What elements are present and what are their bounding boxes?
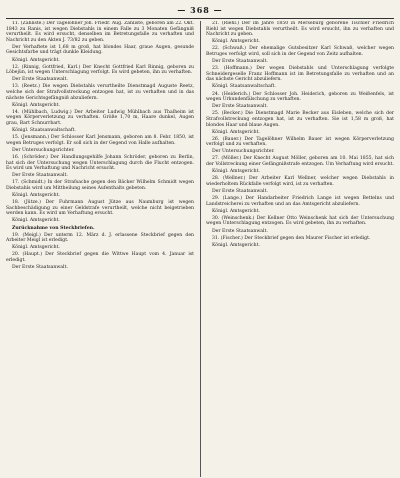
notice-paragraph: 28. (Wellner.) Der Arbeiter Karl Wellner, welcher wegen Diebstahls in wiederholtem Rückfalle verfolgt wird, ist zu verhaften. xyxy=(206,176,394,187)
signature: Königl. Amtsgericht. xyxy=(12,245,60,251)
right-column xyxy=(200,21,394,477)
notice-paragraph: 23. (Hoffmann.) Der wegen Diebstahls und Unterschlagung verfolgte Schneidergeselle Franz Hoffmann ist im Betretungsfalle zu verhaften und an das nächste Gericht abzuliefern. xyxy=(206,66,394,83)
signature: Der Erste Staatsanwalt. xyxy=(212,59,268,65)
signature: Der Erste Staatsanwalt. xyxy=(12,173,68,179)
columns xyxy=(6,21,394,477)
signature: Königl. Amtsgericht. xyxy=(212,208,260,214)
notice-paragraph: 13. (Reetz.) Die wegen Diebstahls verurtheilte Dienstmagd Auguste Reetz, welche sich der Strafvollstreckung entzogen hat, ist zu verhaften und in das nächste Gerichtsgefängniß abzuliefern. xyxy=(6,84,194,101)
notice-paragraph: 24. (Heiderich.) Der Schlosser Joh. Heiderich, geboren zu Weißenfels, ist wegen Urkundenfälschung zu verhaften. xyxy=(206,91,394,103)
signature: Königl. Amtsgericht. xyxy=(12,193,60,199)
signature: Der Untersuchungsrichter. xyxy=(212,149,275,155)
signature: Königl. Amtsgericht. xyxy=(212,169,260,175)
notice-paragraph: 18. (Jütze.) Der Fuhrmann August Jütze aus Naumburg ist wegen Sachbeschädigung zu einer Geldstrafe verurtheilt, welche nicht beigetrieben werden kann. Es wird um Verhaftung ersucht. xyxy=(6,200,194,217)
signature: Königl. Amtsgericht. xyxy=(12,102,60,108)
notice-paragraph: 22. (Schwaß.) Der ehemalige Gutsbesitzer Karl Schwaß, welcher wegen Betruges verfolgt wird, soll sich in der Gegend von Zeitz aufhalten. xyxy=(206,46,394,57)
notice-paragraph: 29. (Lange.) Der Handarbeiter Friedrich Lange ist wegen Bettelns und Landstreicherei zu verhaften und an das Amtsgericht abzuliefern. xyxy=(206,196,394,207)
signature: Der Untersuchungsrichter. xyxy=(12,147,75,153)
signature: Der Erste Staatsanwalt. xyxy=(12,77,68,83)
page-number: — 368 — xyxy=(177,5,223,15)
section-heading: Zurücknahme von Steckbriefen. xyxy=(12,225,95,231)
signature: Königl. Staatsanwaltschaft. xyxy=(12,128,76,134)
signature: Königl. Amtsgericht. xyxy=(12,218,60,224)
signature: Königl. Amtsgericht. xyxy=(212,129,260,135)
signature: Der Erste Staatsanwalt. xyxy=(212,228,268,234)
notice-paragraph: 21. (Riehl.) Der im Jahre 1850 in Merseburg geborene Tischler Friedrich Riehl ist wegen Diebstahls verurtheilt. Es wird ersucht, ihn zu verhaften und Nachricht zu geben. xyxy=(206,21,394,38)
notice-paragraph: 27. (Möller.) Der Knecht August Möller, geboren am 10. Mai 1855, hat sich der Vollstreckung einer Gefängnißstrafe entzogen. Um Verhaftung wird ersucht. xyxy=(206,156,394,168)
left-column xyxy=(6,21,194,477)
notice-paragraph: 17. (Schmidt.) In der Strafsache gegen den Bäcker Wilhelm Schmidt wegen Diebstahls wird um Mittheilung seines Aufenthalts gebeten. xyxy=(6,180,194,191)
signature: Königl. Amtsgericht. xyxy=(212,39,260,45)
notice-paragraph: 19. (Meigl.) Der unterm 12. März d. J. erlassene Steckbrief gegen den Arbeiter Meigl ist erledigt. xyxy=(6,232,194,244)
notice-paragraph: Der Verhaftete ist 1,68 m groß, hat blondes Haar, graue Augen, gesunde Gesichtsfarbe und trägt dunkle Kleidung. xyxy=(6,44,194,56)
notice-paragraph: 12. (Rinnig, Gottfried, Karl.) Der Knecht Gottfried Karl Rinnig, geboren zu Löbejün, ist wegen Unterschlagung verfolgt. Es wird gebeten, ihn zu verhaften. xyxy=(6,64,194,76)
signature: Der Erste Staatsanwalt. xyxy=(212,188,268,194)
signature: Königl. Amtsgericht. xyxy=(212,242,260,248)
signature: Der Erste Staatsanwalt. xyxy=(12,265,68,271)
notice-paragraph: 26. (Bauer.) Der Tagelöhner Wilhelm Bauer ist wegen Körperverletzung verfolgt und zu verhaften. xyxy=(206,136,394,148)
notice-paragraph: 20. (Haupt.) Der Steckbrief gegen die Wittwe Haupt vom 4. Januar ist erledigt. xyxy=(6,252,194,263)
notice-paragraph: 25. (Becker.) Die Dienstmagd Marie Becker aus Eisleben, welche sich der Strafvollstreckung entzogen hat, ist zu verhaften. Sie ist 1,58 m groß, hat blondes Haar und blaue Augen. xyxy=(206,111,394,128)
signature: Der Erste Staatsanwalt. xyxy=(212,104,268,110)
header-rule xyxy=(6,18,394,19)
notice-paragraph: 16. (Schröder.) Der Handlungsgehilfe Johann Schröder, geboren zu Berlin, hat sich der Untersuchung wegen Unterschlagung durch die Flucht entzogen. Es wird um Verhaftung und Nachricht ersucht. xyxy=(6,154,194,172)
signature: Königl. Amtsgericht. xyxy=(12,57,60,63)
notice-paragraph: 15. (Jensmann.) Der Schlosser Karl Jensmann, geboren am 8. Febr. 1850, ist wegen Betruges verfolgt. Er soll sich in der Gegend von Halle aufhalten. xyxy=(6,135,194,146)
notice-paragraph: 30. (Weinschenk.) Der Kellner Otto Weinschenk hat sich der Untersuchung wegen Unterschlagung entzogen. Es wird gebeten, ihn zu verhaften. xyxy=(206,215,394,227)
notice-paragraph: 31. (Fischer.) Der Steckbrief gegen den Maurer Fischer ist erledigt. xyxy=(212,235,371,241)
notice-paragraph: 11. (Zähliste.) Der Tagelöhner Joh. Friedr. Aug. Zähliste, geboren am 22. Okt. 1843 zu Ranis, ist wegen Diebstahls in einem Falle zu 3 Monaten Gefängniß verurtheilt. Es wird ersucht, denselben im Betretungsfalle zu verhaften und Nachricht zu den Akten J. 73/82 zu geben. xyxy=(6,21,194,43)
signature: Königl. Staatsanwaltschaft. xyxy=(212,84,276,90)
notice-paragraph: 14. (Mühlbach, Ludwig.) Der Arbeiter Ludwig Mühlbach aus Thalheim ist wegen Körperverletzung zu verhaften. Größe 1,70 m, Haare dunkel, Augen grau, Bart Schnurrbart. xyxy=(6,109,194,126)
